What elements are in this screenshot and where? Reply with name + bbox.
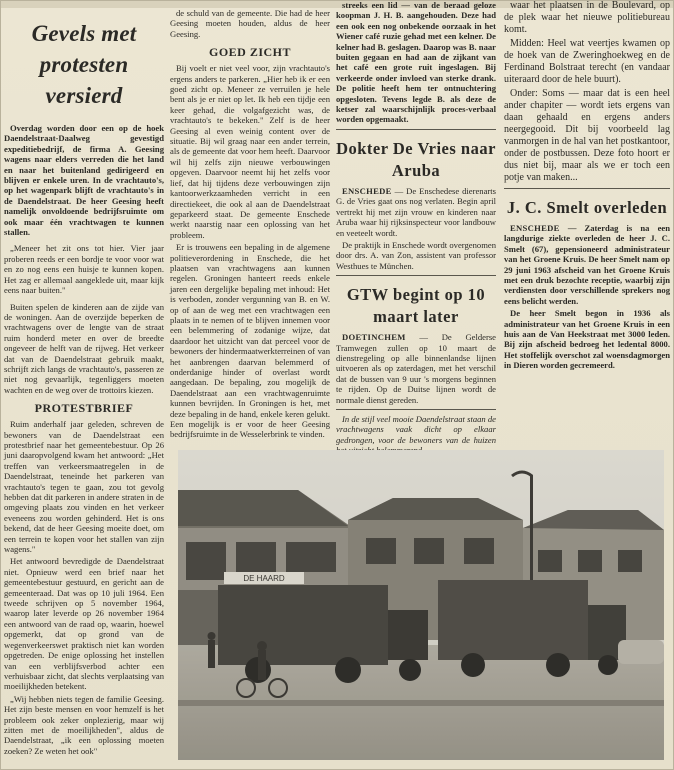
article-paragraph: „Meneer het zit ons tot hier. Vier jaar proberen reeds er een bordje te voor voor wat en zo nog eens een huisje te kunnen kopen. Het zag er allemaal aangeklede uit, maar kijk eens naar buiten." xyxy=(4,243,164,296)
article-subheading: PROTESTBRIEF xyxy=(34,401,134,416)
article-paragraph: streeks een lid — van de beraad geloze koopman J. H. B. aangehouden. Deze had een ook een nog onbekende oorzaak in het Wiener café ruzie gehad met een kelner. De kelner had B. geslagen. Daarop was B. naar buiten gegaan en had aan de zijkant van het café een grote ruit ingeslagen. Bij verkeerde onder invloed van sterke drank. De politie heeft hem ter ontnuchtering opgesloten. Tevens legde B. als deze de ketser zal waarschijnlijk proces-verbaal worden opgemaakt. xyxy=(336,0,496,125)
article-paragraph: Bij voelt er niet veel voor, zijn vrachtauto's ergens anders te parkeren. „Hier heb ik er een goed zicht op. Meneer ze verruilen je hele bent als je er niet op let. Ik heb een tijdje een keer gehad, die volgafgezicht was, de vrachtauto's te bekeken." Zelf is de heer Geesing al even weinig content over de situatie. Bij wil graag naar een ander terrein, als de gemeente dat voor hem heeft. Daarvoor wil hij zelfs zijn nieuwe verbouwingen opgeven. Daarvoor neemt hij het zelfs voor lief, dat hij tijdens deze verbouwingen zijn kantoorwerkzaamheden verricht in een directiekeet, die ook al aan de Daendelstraat geparkeerd staat. De gemeente Enschede werkt naarstig naar een oplossing van het probleem. xyxy=(170,63,330,240)
column-1 xyxy=(4,0,164,770)
column-2 xyxy=(170,0,330,450)
column-4 xyxy=(504,0,670,450)
article-paragraph xyxy=(336,332,496,405)
divider xyxy=(336,275,496,276)
article-paragraph: De praktijk in Enschede wordt overgenomen door drs. A. van Zon, assistent van professor Westhues te München. xyxy=(336,239,496,271)
article-headline: GTW begint op 10 maart later xyxy=(346,285,486,327)
divider xyxy=(504,188,670,189)
article-paragraph xyxy=(336,186,496,238)
article-headline: J. C. Smelt overleden xyxy=(506,198,668,217)
article-paragraph: „Wij hebben niets tegen de familie Geesing. Het zijn beste mensen en voor hemzelf is het probleem ook zeker onplezierig, maar wij zitten met de moeilijkheden", aldus de Daendelstraat, „ik een oplossing moeten zoeken? Ze weten het ook" xyxy=(4,693,164,756)
article-paragraph: waar het plaatsen in de Boulevard, op de plek waar het nieuwe politiebureau komt. xyxy=(504,0,670,35)
divider xyxy=(336,409,496,410)
article-paragraph: De heer Smelt begon in 1936 als administrateur van het Groene Kruis in een huis aan de Van Heekstraat met 3000 leden. Bij zijn afscheid bedroeg het ledental 8000. Het stoffelijk overschot zal woensdagmorgen in Dieren worden gecremeerd. xyxy=(504,308,670,371)
shop-sign-text: DE HAARD xyxy=(243,574,285,583)
article-text: — Zaterdag is na een langdurige ziekte overleden de heer J. C. Smelt (67), gepensioneerd administrateur van het Groene Kruis. De heer Smelt nam op 29 juni 1963 afscheid van het Groene Kruis met een druk bezochte receptie, waarbij zijn verdiensten door verschillende sprekers nog eens belicht werden. xyxy=(504,223,670,306)
article-paragraph: Midden: Heel wat veertjes kwamen op de hoek van de Zweringhoekweg en de Ferdinand Bolstraat terecht (en vandaar uiteraard door de hele buurt). xyxy=(504,38,670,85)
article-paragraph: de schuld van de gemeente. Die had de heer Geesing moeten houden, aldus de heer Geesing. xyxy=(170,8,330,39)
column-3 xyxy=(336,0,496,450)
street-photo xyxy=(178,450,664,760)
article-paragraph: Onder: Soms — maar dat is een heel ander chapiter — wordt iets ergens van daan gehaald en ergens anders neergegooid. Dit bij voorbeeld lag vanmorgen in de hal van het postkantoor, onder de postbussen. Deze foto hoort er dus niet bij, maar als we er toch een potje van maken... xyxy=(504,88,670,183)
article-paragraph: Er is trouwens een bepaling in de algemene politieverordening in Enschede, die het plaatsen van vrachtwagens aan kunnen regelen. Groningen hanteert reeds enkele jaren een dergelijke bepaling met inhoud: Het is verboden, zonder vergunning van B. en W. op of aan de weg met een vrachtwagen een plaats in te nemen of te blijven innemen voor een belemmering of zodanige wijze, dat daardoor het uitzicht van dat perceel voor de bewoners der hindermaatwerkterreinen of van het aanbrengen daarvan belemmerd of onderdanige hinder of overlast wordt aangedaan. De bepaling, zou mogelijk de Daendelstraat aan een vrachtwagenruimte kunnen bevrijden. In Groningen is het, met deze bepaling in de hand, enkele keren gelukt. Een mogelijk is er voor de heer Geesing bedrijfsruimte in de Wesselerbrink te vinden. xyxy=(170,242,330,440)
street-photo-image xyxy=(178,450,664,760)
article-intro: Overdag worden door een op de hoek Daendelstraat-Daalweg gevestigd expeditiebedrijf, de firma A. Geesing wagens naar elders verreden die het land en naar het buitenland gedirigeerd en blijven er enkele uren. In de vrachtauto's, op het wagenpark blijft de vrachtauto's in de Daendelstraat. De heer Geesing heeft namelijk onvoldoende bedrijfsruimte om ook maar één vrachtwagen te kunnen stallen. xyxy=(4,123,164,238)
article-headline: Dokter De Vries naar Aruba xyxy=(336,138,496,180)
dateline: DOETINCHEM xyxy=(342,332,406,343)
article-subheading: GOED ZICHT xyxy=(208,45,291,60)
article-text: — De Enschedese dierenarts G. de Vries gaat ons nog verlaten. Begin april vertrekt hij met zijn vrouw en kinderen naar Aruba waar hij rijksinspecteur voor landbouw en veeteelt wordt. xyxy=(336,185,496,238)
article-paragraph xyxy=(504,223,670,306)
photo-caption: In de stijl veel mooie Daendelstraat staan de vrachtwagens vaak dicht op elkaar gedrongen, voor de bewoners van de huizen xyxy=(336,413,496,445)
divider xyxy=(336,129,496,130)
article-paragraph: Buiten spelen de kinderen aan de zijde van de woningen. Aan de overzijde beperken de vrachtwagens over de lengte van de straat ruim honderd meter en over de breedte ongeveer de helft van de rijweg. Het verkeer dat van de Daendelstraat gebruik maakt, schrijft zich langs de vrachtauto's, passeren ze niet nog gevaarlijk, tegenliggers moeten wachten en de weg over de trottoirs kiezen. xyxy=(4,301,164,395)
dateline: ENSCHEDE xyxy=(342,185,392,196)
article-headline: Gevels met protesten versierd xyxy=(31,21,137,108)
article-paragraph: Het antwoord bevredigde de Daendelstraat niet. Opnieuw werd een brief naar het gemeentebestuur gestuurd, en gericht aan de gemeenteraad. Dat was op 10 juli 1964. Een tweede schrijven op 5 november 1964, waarop later leverde op 26 november 1964 een antwoord van de raad op, waarin, hoewel opgemerkt, dat op grond van de wegenverkeerswet praktisch niet kan worden opgetreden. De enige oplossing het instellen van een verblijfsverbod achter een verhuisbaar zicht, dat slechts verplaatsing van moeilijkheden betekent. xyxy=(4,556,164,692)
article-paragraph: Ruim anderhalf jaar geleden, schreven de bewoners van de Daendelstraat een protestbrief naar het gemeentebestuur. Op 26 juni daaropvolgend kwam het antwoord: „Het treffen van verkeersmaatregelen in de Daendelstraat, teneinde het parkeren van vrachtauto's tegen te gaan, zou tot gevolg hebben dat dit parkeren in andere straten in de omgeving plaats zou vinden en het verkeer eveneens zou worden gehinderd. Het is ons bekend, dat de heer Geesing moeite doet, om een terrein te kopen voor het stallen van zijn wagens." xyxy=(4,419,164,555)
dateline: ENSCHEDE xyxy=(510,223,560,233)
article-text: — De Gelderse Tramwegen zullen op 10 maart de dienstregeling op alle binnenlandse lijnen uitvoeren als op zaterdagen, met het verschil dat de bussen van 9 uur 's morgens beginnen te rijden. Op de Duitse lijnen wordt de normale dienst gereden. xyxy=(336,332,496,405)
